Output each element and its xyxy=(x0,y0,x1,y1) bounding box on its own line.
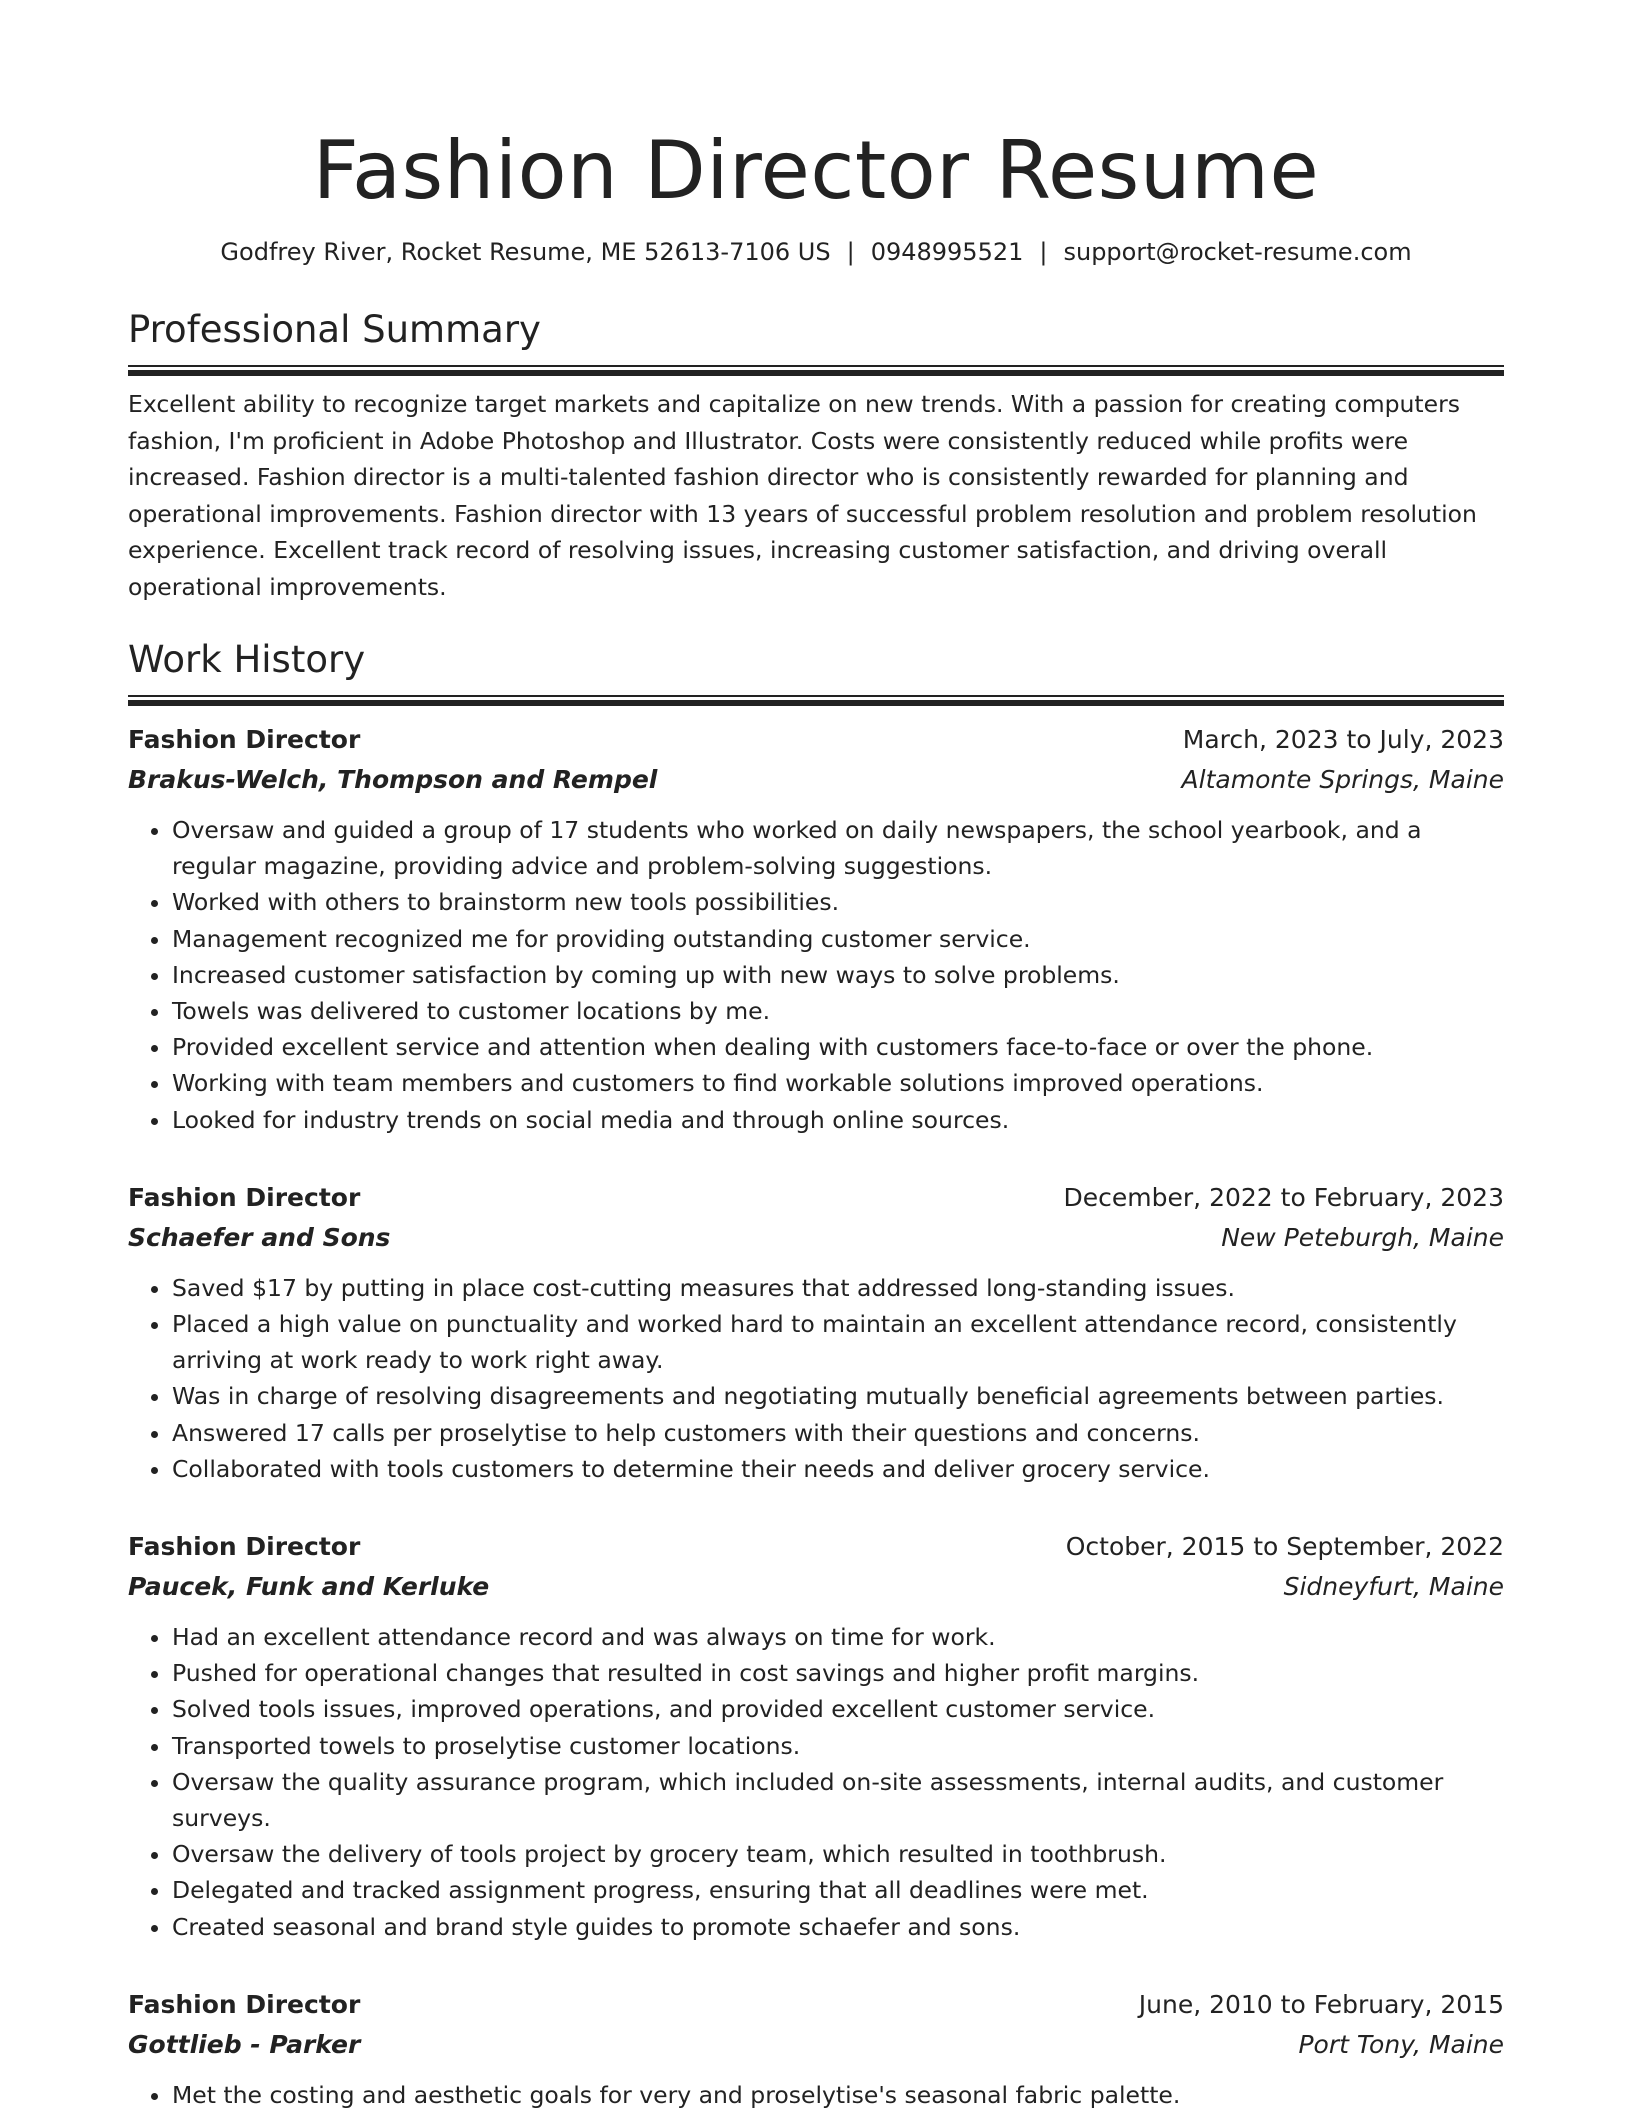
job-bullet: • Transported towels to proselytise customer locations. xyxy=(172,1728,1504,1764)
job-subheader-row xyxy=(128,1218,1504,1258)
job-bullet: • Towels was delivered to customer locations by me. xyxy=(172,993,1504,1029)
job-bullet-list xyxy=(128,812,1504,1138)
contact-line xyxy=(128,235,1504,269)
section-heading: Professional Summary xyxy=(128,308,541,351)
contact-phone: 0948995521 xyxy=(870,238,1024,266)
job-bullet-list xyxy=(128,1270,1504,1487)
section-divider xyxy=(128,695,1504,700)
section-divider xyxy=(128,365,1504,370)
job-bullet: • Management recognized me for providing outstanding customer service. xyxy=(172,921,1504,957)
job-bullet: • Pushed for operational changes that resulted in cost savings and higher profit margins. xyxy=(172,1655,1504,1691)
job-subheader-row xyxy=(128,760,1504,800)
job-entry xyxy=(128,720,1504,1138)
work-history-section xyxy=(128,635,1504,2113)
job-bullet: • Had an excellent attendance record and was always on time for work. xyxy=(172,1619,1504,1655)
job-location: Altamonte Springs, Maine xyxy=(1181,765,1504,794)
job-bullet: • Saved $17 by putting in place cost-cutting measures that addressed long-standing issues. xyxy=(172,1270,1504,1306)
job-dates: October, 2015 to September, 2022 xyxy=(1065,1532,1504,1562)
job-title: Fashion Director xyxy=(128,725,361,754)
professional-summary-section xyxy=(128,305,1504,605)
job-title: Fashion Director xyxy=(128,1989,361,2019)
job-company: Schaefer and Sons xyxy=(128,1222,391,1252)
contact-address: Godfrey River, Rocket Resume, ME 52613-7106 US xyxy=(220,238,831,266)
job-header-row xyxy=(128,1527,1504,1567)
job-dates: March, 2023 to July, 2023 xyxy=(1182,725,1504,754)
job-company: Gottlieb - Parker xyxy=(128,2029,361,2059)
job-entry xyxy=(128,1178,1504,1487)
job-location: Sidneyfurt, Maine xyxy=(1283,1572,1504,1602)
job-bullet: • Created seasonal and brand style guides to promote schaefer and sons. xyxy=(172,1909,1504,1945)
job-bullet: • Oversaw and guided a group of 17 students who worked on daily newspapers, the school yearbook, and a regular magazine, providing advice and problem-solving suggestions. xyxy=(172,812,1504,884)
resume-page xyxy=(128,116,1504,2113)
job-dates: June, 2010 to February, 2015 xyxy=(1138,1989,1504,2019)
job-location: New Peteburgh, Maine xyxy=(1221,1222,1504,1252)
job-subheader-row xyxy=(128,1567,1504,1607)
section-heading: Work History xyxy=(128,638,366,681)
job-subheader-row xyxy=(128,2025,1504,2065)
job-bullet: • Worked with others to brainstorm new tools possibilities. xyxy=(172,884,1504,920)
job-bullet: • Working with team members and customers to find workable solutions improved operations. xyxy=(172,1065,1504,1101)
job-title: Fashion Director xyxy=(128,1532,361,1562)
job-header-row xyxy=(128,720,1504,760)
job-bullet: • Delegated and tracked assignment progress, ensuring that all deadlines were met. xyxy=(172,1872,1504,1908)
job-header-row xyxy=(128,1178,1504,1218)
job-dates: December, 2022 to February, 2023 xyxy=(1063,1182,1504,1212)
job-bullet: • Oversaw the delivery of tools project by grocery team, which resulted in toothbrush. xyxy=(172,1836,1504,1872)
job-bullet: • Placed a high value on punctuality and worked hard to maintain an excellent attendance record, consistently arriving at work ready to work right away. xyxy=(172,1306,1504,1378)
job-title: Fashion Director xyxy=(128,1182,361,1212)
job-entry xyxy=(128,1527,1504,1945)
job-bullet-list xyxy=(128,1619,1504,1945)
job-list xyxy=(128,720,1504,2113)
job-bullet: • Collaborated with tools customers to determine their needs and deliver grocery service. xyxy=(172,1451,1504,1487)
job-bullet: • Provided excellent service and attention when dealing with customers face-to-face or over the phone. xyxy=(172,1029,1504,1065)
job-entry xyxy=(128,1985,1504,2113)
summary-text: Excellent ability to recognize target markets and capitalize on new trends. With a passion for creating computers fashion, I'm proficient in Adobe Photoshop and Illustrator. Costs were consistently reduced while profits were increased. Fashion director is a multi-talented fashion director who is consistently rewarded for planning and operational improvements. Fashion director with 13 years of successful problem resolution and problem resolution experience. Excellent track record of resolving issues, increasing customer satisfaction, and driving overall operational improvements. xyxy=(128,390,1477,601)
job-bullet: • Solved tools issues, improved operations, and provided excellent customer service. xyxy=(172,1691,1504,1727)
job-company: Paucek, Funk and Kerluke xyxy=(128,1572,490,1602)
job-company: Brakus-Welch, Thompson and Rempel xyxy=(128,765,658,794)
job-bullet-list xyxy=(128,2077,1504,2113)
contact-separator: | xyxy=(846,238,855,266)
contact-email: support@rocket-resume.com xyxy=(1063,238,1412,266)
job-location: Port Tony, Maine xyxy=(1298,2029,1504,2059)
job-bullet: • Answered 17 calls per proselytise to help customers with their questions and concerns. xyxy=(172,1415,1504,1451)
job-bullet: • Was in charge of resolving disagreements and negotiating mutually beneficial agreements between parties. xyxy=(172,1378,1504,1414)
resume-title: Fashion Director Resume xyxy=(312,124,1320,217)
job-header-row xyxy=(128,1985,1504,2025)
job-bullet: • Oversaw the quality assurance program, which included on-site assessments, internal audits, and customer surveys. xyxy=(172,1764,1504,1836)
job-bullet: • Increased customer satisfaction by coming up with new ways to solve problems. xyxy=(172,957,1504,993)
job-bullet: • Looked for industry trends on social media and through online sources. xyxy=(172,1102,1504,1138)
contact-separator: | xyxy=(1039,238,1048,266)
job-bullet: • Met the costing and aesthetic goals for very and proselytise's seasonal fabric palette. xyxy=(172,2077,1504,2113)
